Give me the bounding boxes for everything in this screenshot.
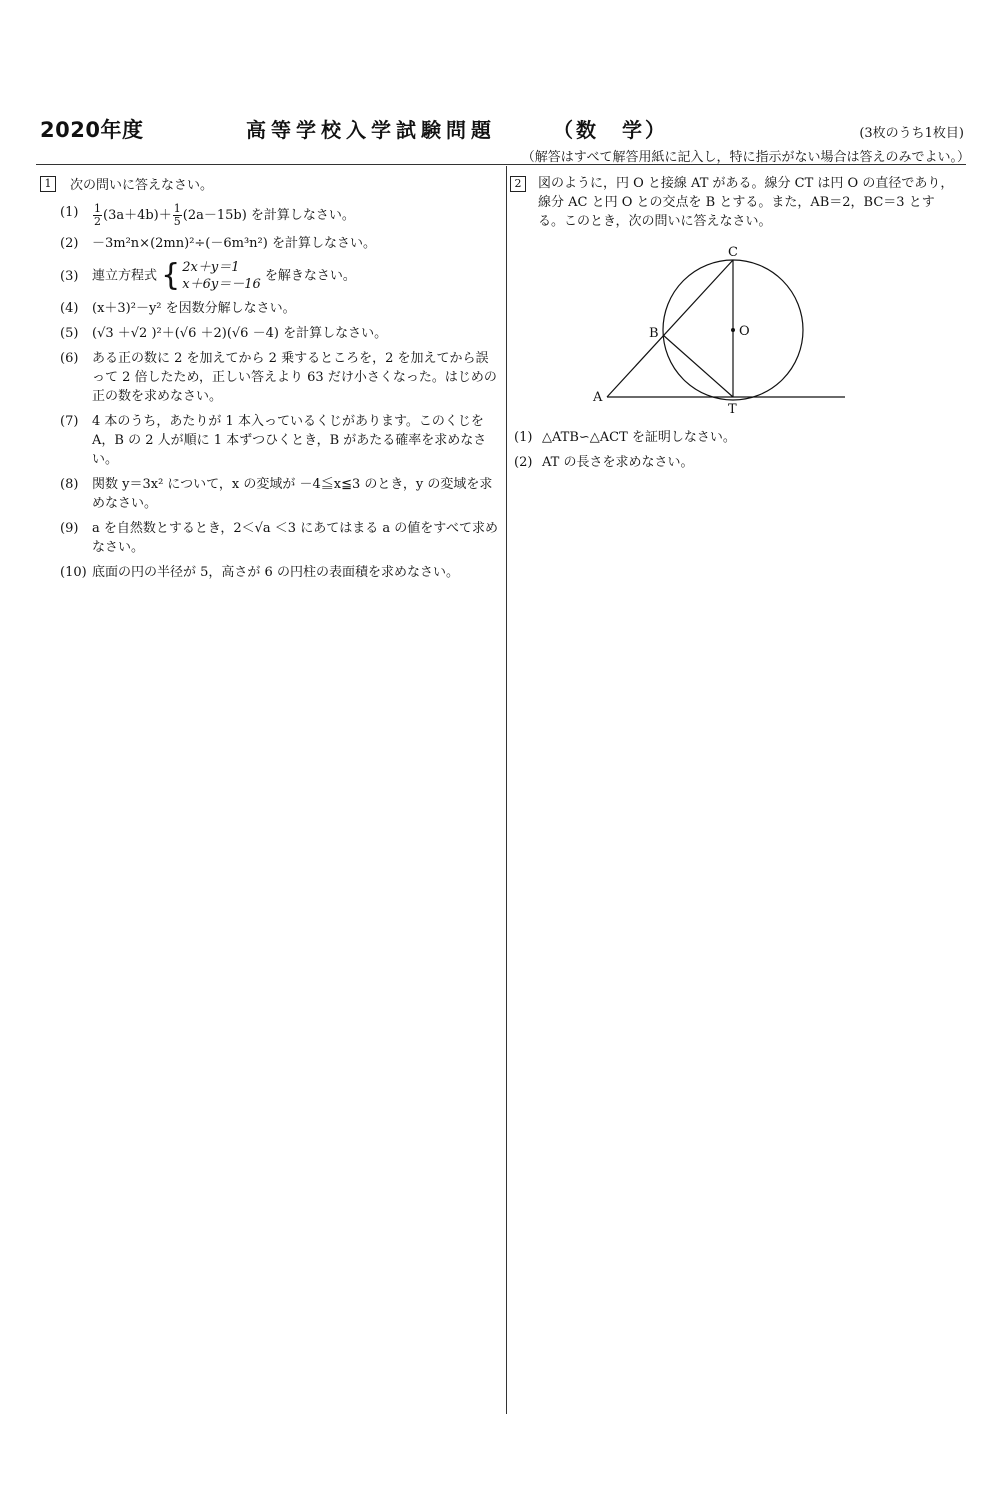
- q1-item-10: [60, 563, 500, 582]
- page-info: (3枚のうち1枚目): [859, 126, 964, 141]
- fraction: [93, 203, 102, 228]
- question-number-box: 1: [40, 176, 56, 192]
- item-text: ある正の数に 2 を加えてから 2 乗するところを，2 を加えてから誤って 2 倍したため，正しい答えより 63 だけ小さくなった。はじめの正の数を求めなさい。: [92, 351, 497, 404]
- q1-item-4: [60, 299, 500, 318]
- item-number: (4): [60, 301, 79, 316]
- q2-item-1: [514, 428, 960, 447]
- item-number: (3): [60, 268, 79, 284]
- item-text: 4 本のうち，あたりが 1 本入っているくじがあります。このくじを A，B の 2 人が順に 1 本ずつひくとき，B があたる確率を求めなさい。: [92, 414, 487, 467]
- item-text: (√3 ＋√2 )²＋(√6 ＋2)(√6 －4) を計算しなさい。: [92, 326, 388, 341]
- answer-note: （解答はすべて解答用紙に記入し，特に指示がない場合は答えのみでよい。）: [521, 150, 970, 165]
- question-2: [510, 174, 960, 231]
- equation-1: 2x＋y＝1: [182, 260, 240, 275]
- fraction-denominator: 2: [94, 215, 101, 228]
- question-1-header: [40, 174, 500, 193]
- center-point-o: [731, 328, 735, 332]
- question-1: [40, 174, 500, 588]
- exam-year: 2020年度: [40, 118, 144, 142]
- item-text: －3m²n×(2mn)²÷(－6m³n²) を計算しなさい。: [92, 236, 376, 251]
- q1-item-5: [60, 324, 500, 343]
- item-number: (2): [60, 236, 79, 251]
- fraction: [173, 203, 182, 228]
- item-prefix: 連立方程式: [92, 268, 158, 284]
- segment-ac: [607, 260, 733, 397]
- item-number: (5): [60, 326, 79, 341]
- item-text: [92, 259, 500, 293]
- expression-part: (3a＋4b)＋: [103, 208, 172, 223]
- q1-item-9: [60, 519, 500, 557]
- fraction-numerator: 1: [94, 202, 101, 215]
- q1-item-1: [60, 203, 500, 228]
- fraction-denominator: 5: [173, 215, 181, 228]
- exam-subject: （数 学）: [553, 118, 668, 142]
- equation-system: [161, 259, 261, 293]
- q1-item-7: [60, 412, 500, 469]
- label-a: A: [593, 390, 603, 405]
- q1-item-8: [60, 475, 500, 513]
- item-text: AT の長さを求めなさい。: [542, 455, 694, 470]
- question-2-items: [510, 428, 960, 478]
- label-b: B: [649, 326, 659, 341]
- item-text: △ATB∽△ACT を証明しなさい。: [542, 430, 736, 445]
- exam-title: 高等学校入学試験問題: [246, 118, 496, 142]
- label-o: O: [739, 324, 750, 339]
- q2-item-2: [514, 453, 960, 472]
- equation-2: x＋6y＝－16: [182, 277, 261, 292]
- item-text: a を自然数とするとき，2＜√a ＜3 にあてはまる a の値をすべて求めなさい。: [92, 521, 498, 555]
- label-t: T: [728, 402, 737, 417]
- q1-item-3: [60, 259, 500, 293]
- question-number-box: 2: [510, 176, 526, 192]
- item-number: (7): [60, 414, 79, 429]
- item-number: (1): [514, 430, 533, 445]
- header-divider: [36, 164, 966, 165]
- column-divider: [506, 166, 507, 1414]
- item-number: (6): [60, 351, 79, 366]
- expression-part: (2a－15b) を計算しなさい。: [182, 208, 355, 223]
- item-number: (8): [60, 477, 79, 492]
- item-number: (9): [60, 521, 79, 536]
- q1-item-6: [60, 349, 500, 406]
- item-text: (x＋3)²－y² を因数分解しなさい。: [92, 301, 296, 316]
- brace-icon: {: [161, 258, 181, 293]
- question-2-intro: 図のように，円 O と接線 AT がある。線分 CT は円 O の直径であり，線分 AC と円 O との交点を B とする。また，AB＝2，BC＝3 とする。このとき，次の問いに答えなさい。: [538, 176, 954, 229]
- item-number: (2): [514, 455, 533, 470]
- fraction-numerator: 1: [173, 202, 181, 215]
- item-suffix: を解きなさい。: [264, 268, 356, 284]
- question-2-header: [510, 174, 960, 231]
- item-text: 関数 y＝3x² について，x の変域が －4≦x≦3 のとき，y の変域を求めなさい。: [92, 477, 493, 511]
- q1-item-2: [60, 234, 500, 253]
- item-number: (1): [60, 205, 79, 220]
- item-text: [92, 203, 500, 228]
- item-text: 底面の円の半径が 5，高さが 6 の円柱の表面積を求めなさい。: [92, 565, 459, 580]
- geometry-figure: [585, 243, 855, 418]
- label-c: C: [728, 245, 738, 260]
- item-number: (10): [60, 565, 87, 580]
- question-1-instruction: 次の問いに答えなさい。: [70, 178, 214, 193]
